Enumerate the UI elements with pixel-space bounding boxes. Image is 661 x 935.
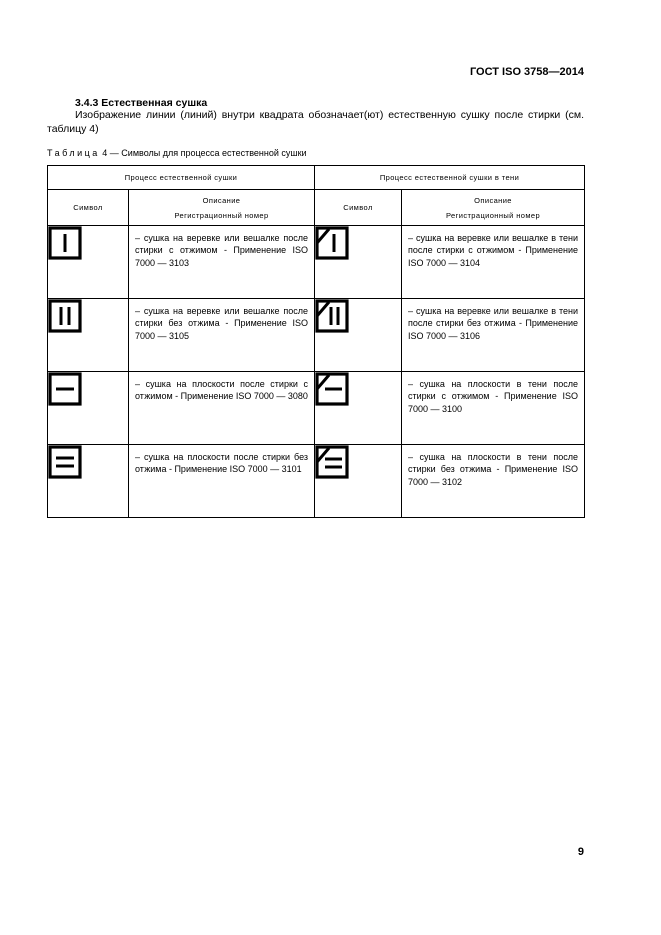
symbol-description: – сушка на веревке или вешалке после стирки с отжимом - Применение ISO 7000 — 3103 [129,226,315,299]
symbol-description: – сушка на веревке или вешалке после стирки без отжима - Применение ISO 7000 — 3105 [129,299,315,372]
symbol-cell [48,372,129,445]
vertical-line-in-square-icon [48,226,82,260]
symbol-description: – сушка на плоскости после стирки без отжима - Применение ISO 7000 — 3101 [129,445,315,518]
column-header-registration: Регистрационный номер [445,210,541,220]
symbol-cell [315,445,402,518]
table-row [48,372,585,445]
table-caption [47,148,307,158]
table-row [48,226,585,299]
section-paragraph: Изображение линии (линий) внутри квадрата обозначает(ют) естественную сушку после стирки (см. таблицу 4) [47,109,584,135]
group-header-shade-drying: Процесс естественной сушки в тени [315,166,585,190]
symbol-cell [315,372,402,445]
column-header-symbol: Символ [48,190,129,226]
standard-designation: ГОСТ ISO 3758—2014 [469,66,584,78]
symbol-cell [315,299,402,372]
page-number: 9 [577,846,584,858]
symbol-description: – сушка на веревке или вешалке в тени после стирки без отжима - Применение ISO 7000 — 3106 [402,299,585,372]
group-header-natural-drying: Процесс естественной сушки [48,166,315,190]
symbol-cell [48,299,129,372]
table-row [48,299,585,372]
column-header-description-title: Описание [474,195,512,205]
symbol-cell [48,226,129,299]
table-caption-text: 4 — Символы для процесса естественной сушки [99,148,307,158]
symbol-cell [315,226,402,299]
shade-vertical-line-in-square-icon [315,226,349,260]
symbol-description: – сушка на плоскости в тени после стирки без отжима - Применение ISO 7000 — 3102 [402,445,585,518]
column-header-description [402,190,585,226]
shade-horizontal-line-in-square-icon [315,372,349,406]
drying-symbols-table [47,165,585,518]
column-header-description [129,190,315,226]
symbol-description: – сушка на плоскости после стирки с отжимом - Применение ISO 7000 — 3080 [129,372,315,445]
two-horizontal-lines-in-square-icon [48,445,82,479]
shade-two-vertical-lines-in-square-icon [315,299,349,333]
column-header-symbol: Символ [315,190,402,226]
symbol-description: – сушка на веревке или вешалке в тени после стирки с отжимом - Применение ISO 7000 — 3104 [402,226,585,299]
column-header-registration: Регистрационный номер [174,210,269,220]
section-title: 3.4.3 Естественная сушка [75,97,208,109]
table-row [48,445,585,518]
symbol-description: – сушка на плоскости в тени после стирки с отжимом - Применение ISO 7000 — 3100 [402,372,585,445]
horizontal-line-in-square-icon [48,372,82,406]
column-header-description-title: Описание [202,195,241,205]
table-caption-prefix: Таблица [47,148,100,158]
symbol-cell [48,445,129,518]
two-vertical-lines-in-square-icon [48,299,82,333]
shade-two-horizontal-lines-in-square-icon [315,445,349,479]
